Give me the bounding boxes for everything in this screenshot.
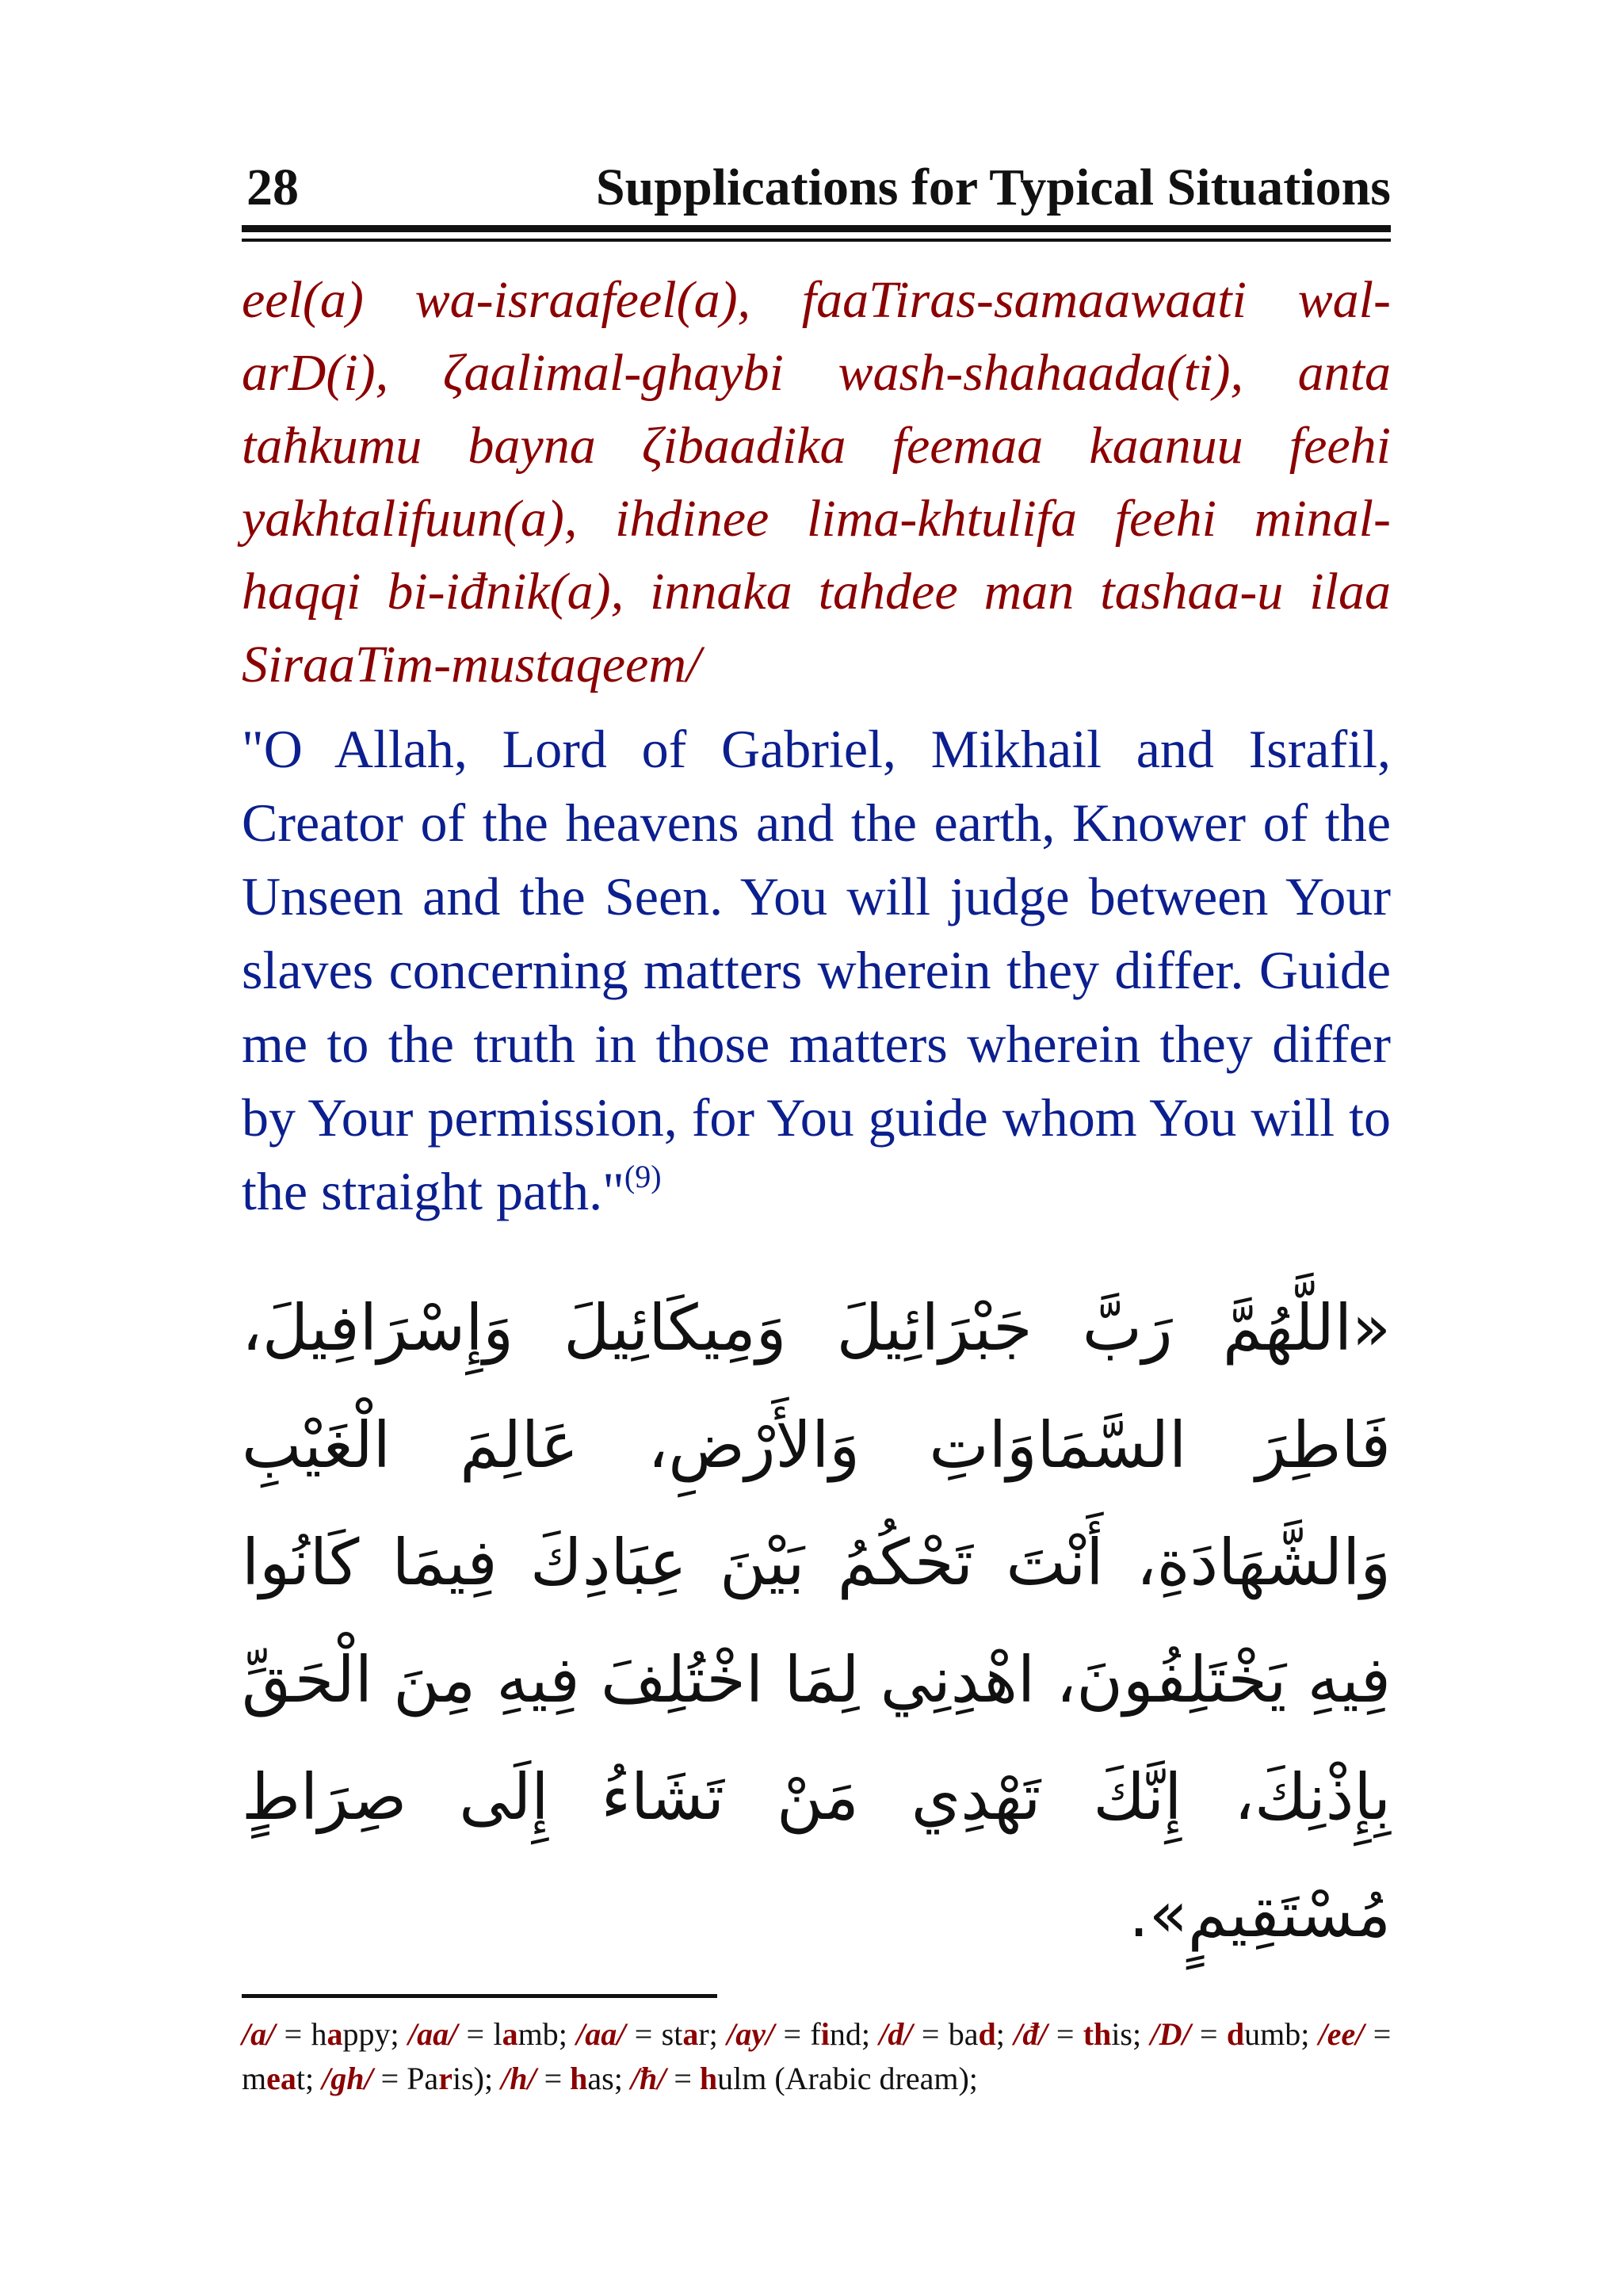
example-word-start: f [810, 2016, 821, 2052]
transliteration-text: eel(a) wa-israafeel(a), faaTiras-samaawaati wal-arD(i), ζaalimal-ghaybi wash-shahaada(ti), anta taħkumu bayna ζibaadika feemaa kaanuu feehi yakhtalifuun(a), ihdinee lima-khtulifa feehi minal-haqqi bi-iđnik(a), innaka tahdee man tashaa-u ilaa SiraaTim-mustaqeem/ [242, 271, 1391, 693]
example-word-highlight: h [570, 2061, 588, 2096]
example-word-start: ba [948, 2016, 979, 2052]
footnote-entry [1150, 2016, 1309, 2052]
footnote-entry [408, 2016, 567, 2052]
pronunciation-symbol: /ħ/ [630, 2061, 666, 2096]
footnote-entry [242, 2016, 399, 2052]
example-word-highlight: d [978, 2016, 996, 2052]
page-header [242, 143, 1391, 214]
pronunciation-symbol: /h/ [501, 2061, 537, 2096]
equals-sign: = [1199, 2016, 1218, 2052]
entry-separator: ; [1132, 2016, 1142, 2052]
equals-sign: = [1373, 2016, 1392, 2052]
example-word-highlight: a [502, 2016, 518, 2052]
footnote-entry [576, 2016, 718, 2052]
entry-separator: ; [968, 2061, 978, 2096]
translation-paragraph [242, 712, 1391, 1228]
entry-separator: ; [708, 2016, 718, 2052]
page-number: 28 [246, 159, 299, 216]
equals-sign: = [544, 2061, 563, 2096]
footnote-entry [501, 2061, 623, 2096]
equals-sign: = [634, 2016, 653, 2052]
example-word-end: is) [452, 2061, 484, 2096]
pronunciation-symbol: /gh/ [322, 2061, 373, 2096]
header-rule-thin [242, 239, 1391, 242]
example-word-start: h [311, 2016, 327, 2052]
example-word-highlight: d [1226, 2016, 1245, 2052]
pronunciation-symbol: /aa/ [407, 2016, 458, 2052]
equals-sign: = [1056, 2016, 1075, 2052]
equals-sign: = [674, 2061, 692, 2096]
pronunciation-symbol: /ay/ [727, 2016, 775, 2052]
entry-separator: ; [483, 2061, 494, 2096]
example-word-end: umb [1244, 2016, 1301, 2052]
arabic-supplication: «اللَّهُمَّ رَبَّ جَبْرَائِيلَ وَمِيكَائِيلَ وَإِسْرَافِيلَ، فَاطِرَ السَّمَاوَاتِ وَالأَرْضِ، عَالِمَ الْغَيْبِ وَالشَّهَادَةِ، أَنْتَ تَحْكُمُ بَيْنَ عِبَادِكَ فِيمَا كَانُوا فِيهِ يَخْتَلِفُونَ، اهْدِنِي لِمَا اخْتُلِفَ فِيهِ مِنَ الْحَقِّ بِإِذْنِكَ، إِنَّكَ تَهْدِي مَنْ تَشَاءُ إِلَى صِرَاطٍ مُسْتَقِيمٍ». [242, 1291, 1391, 1951]
equals-sign: = [921, 2016, 940, 2052]
example-word-start: m [242, 2061, 267, 2096]
footnote-entry [322, 2061, 493, 2096]
example-word-highlight: ea [266, 2061, 296, 2096]
example-word-highlight: r [438, 2061, 453, 2096]
running-title: Supplications for Typical Situations [595, 159, 1391, 216]
pronunciation-symbol: /D/ [1150, 2016, 1191, 2052]
example-word-end: r [698, 2016, 709, 2052]
footnote-pronunciation-key [242, 2012, 1391, 2101]
example-word-highlight: h [699, 2061, 718, 2096]
example-word-highlight: th [1083, 2016, 1112, 2052]
pronunciation-symbol: /ee/ [1318, 2016, 1365, 2052]
example-word-end: ulm (Arabic dream) [717, 2061, 969, 2096]
example-word-highlight: a [682, 2016, 699, 2052]
example-word-end: as [587, 2061, 614, 2096]
book-page [242, 143, 1391, 2101]
equals-sign: = [380, 2061, 399, 2096]
example-word-start: st [661, 2016, 683, 2052]
entry-separator: ; [995, 2016, 1005, 2052]
pronunciation-symbol: /đ/ [1014, 2016, 1048, 2052]
equals-sign: = [466, 2016, 485, 2052]
footnote-entry [727, 2016, 870, 2052]
entry-separator: ; [305, 2061, 315, 2096]
entry-separator: ; [558, 2016, 567, 2052]
footnote-entry [879, 2016, 1005, 2052]
pronunciation-symbol: /aa/ [576, 2016, 626, 2052]
example-word-start: Pa [407, 2061, 439, 2096]
example-word-end: mb [517, 2016, 559, 2052]
example-word-highlight: a [327, 2016, 343, 2052]
entry-separator: ; [861, 2016, 870, 2052]
entry-separator: ; [1300, 2016, 1310, 2052]
pronunciation-symbol: /a/ [242, 2016, 276, 2052]
equals-sign: = [284, 2016, 303, 2052]
header-rule-thick [242, 225, 1391, 232]
example-word-end: t [296, 2061, 306, 2096]
example-word-start: l [493, 2016, 502, 2052]
footnote-entry [631, 2061, 978, 2096]
example-word-end: ppy [342, 2016, 391, 2052]
entry-separator: ; [390, 2016, 399, 2052]
entry-separator: ; [613, 2061, 623, 2096]
example-word-end: nd [829, 2016, 861, 2052]
translation-text: "O Allah, Lord of Gabriel, Mikhail and Israfil, Creator of the heavens and the earth, Knower of the Unseen and the Seen. You will judge between Your slaves concerning matters wherein they differ. Guide me to the truth in those matters wherein they differ by Your permission, for You guide whom You will to the straight path." [242, 719, 1391, 1221]
example-word-end: is [1111, 2016, 1132, 2052]
footnote-rule [242, 1994, 717, 1998]
footnote-reference: (9) [624, 1159, 662, 1194]
pronunciation-symbol: /d/ [879, 2016, 913, 2052]
footnote-entry [1014, 2016, 1141, 2052]
equals-sign: = [783, 2016, 802, 2052]
example-word-highlight: i [820, 2016, 830, 2052]
